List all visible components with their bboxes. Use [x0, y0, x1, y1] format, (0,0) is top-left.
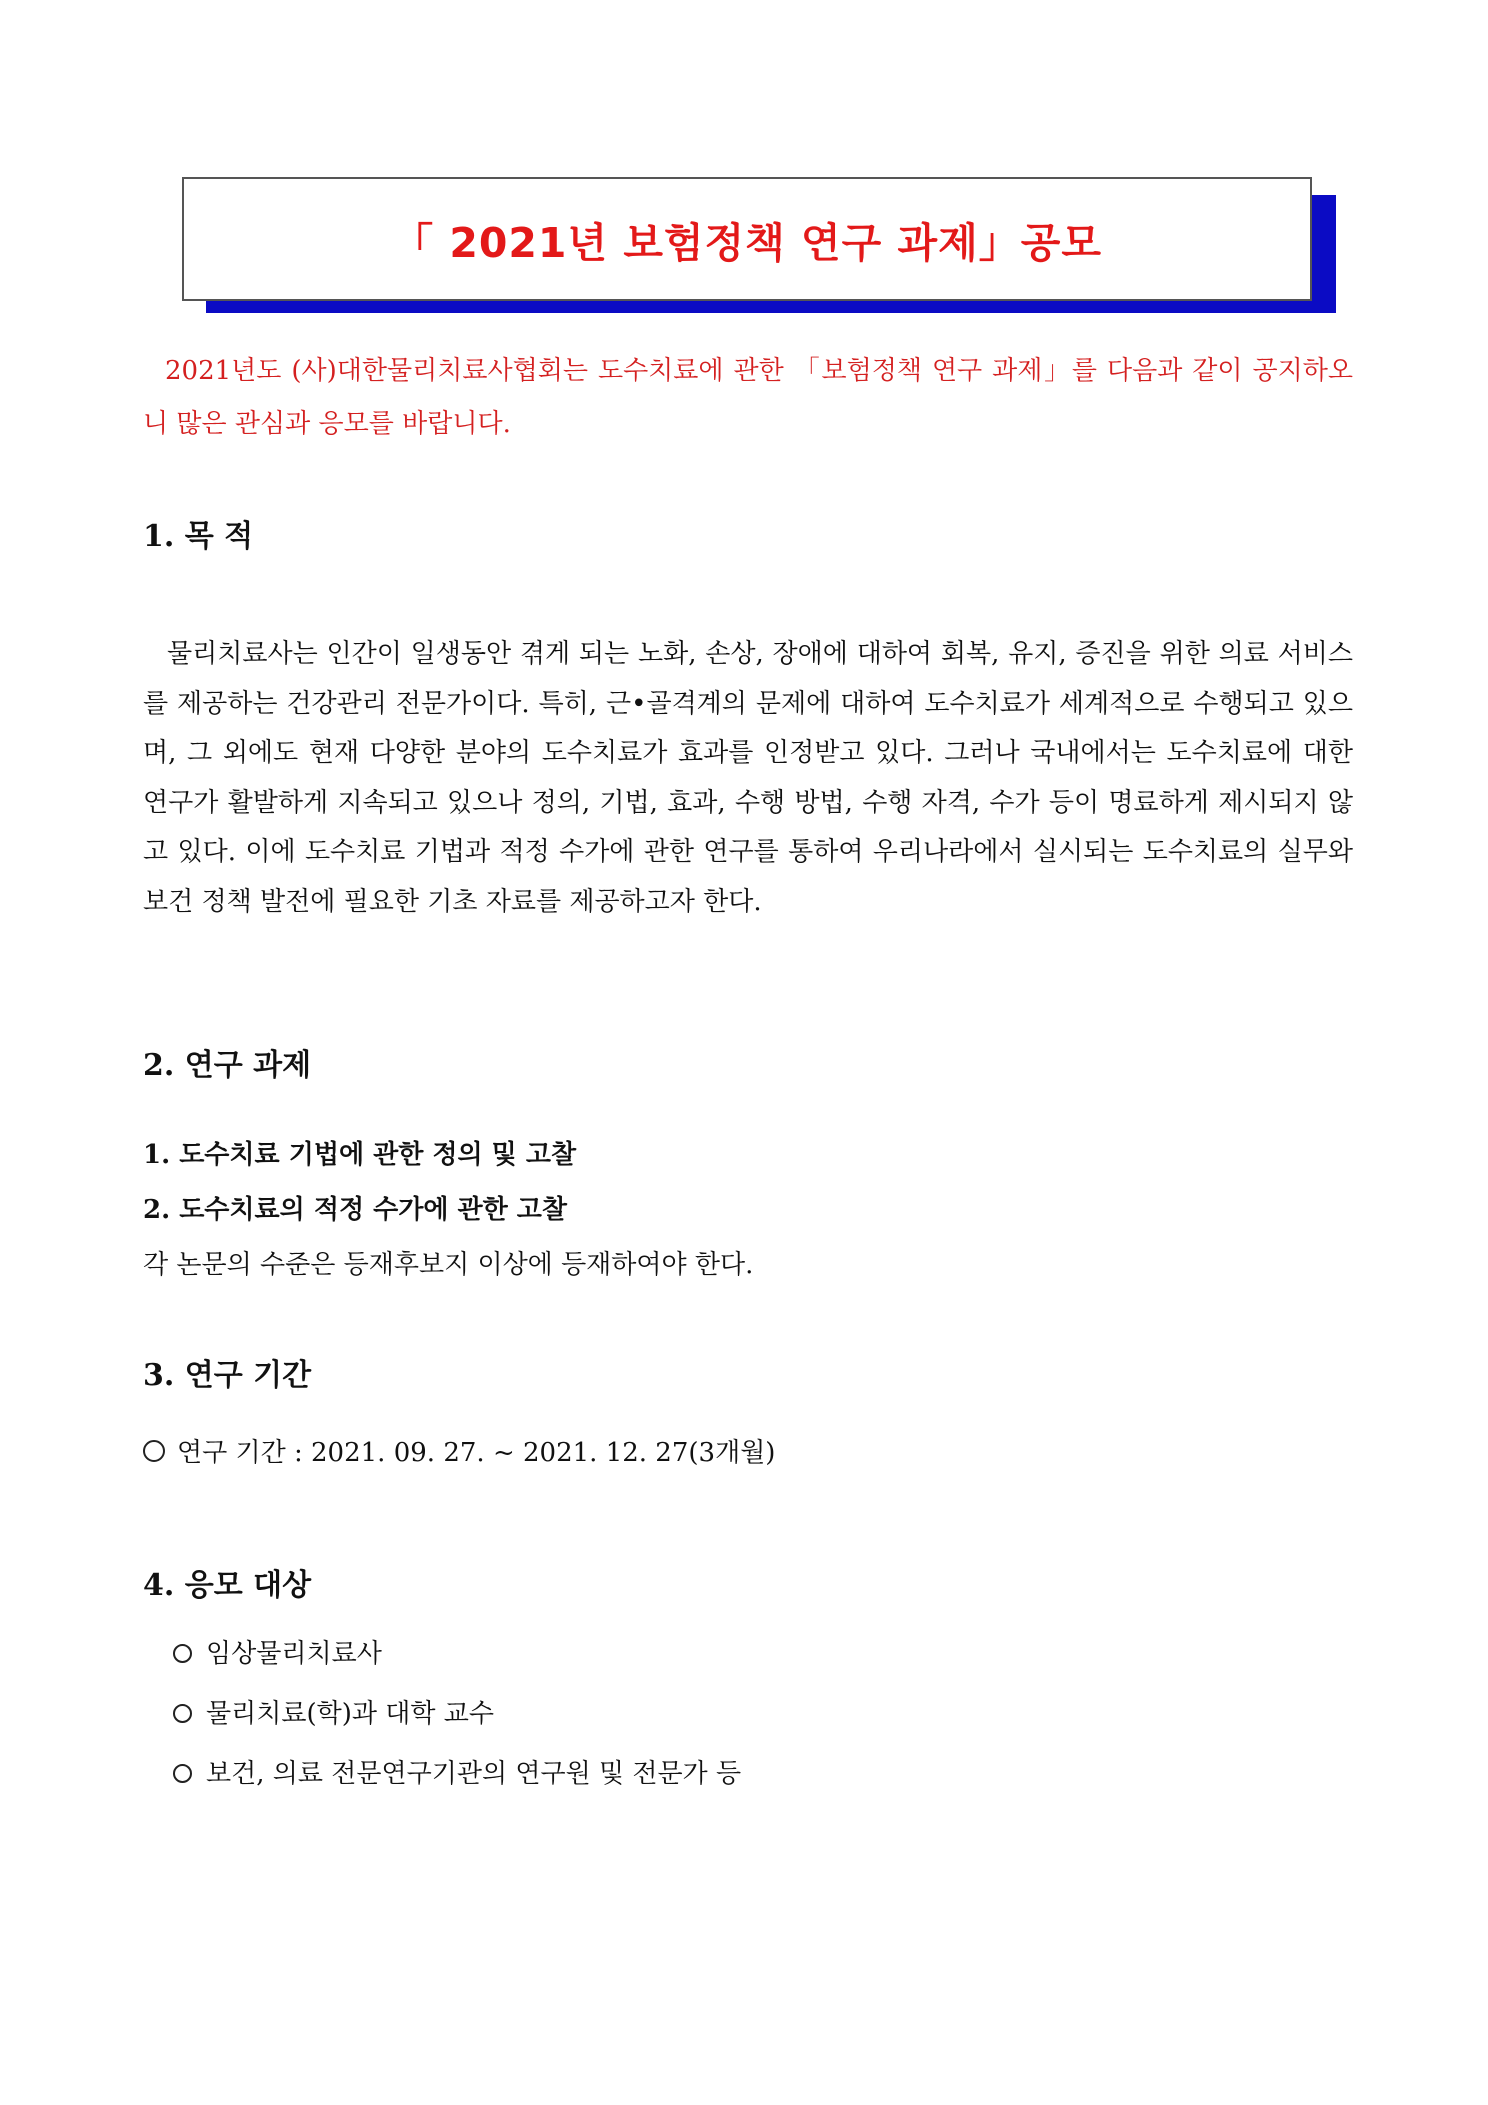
eligibility-item: [173, 1693, 494, 1730]
eligibility-item-text: 임상물리치료사: [206, 1639, 382, 1669]
circle-bullet-icon: [143, 1440, 165, 1462]
circle-bullet-icon: [173, 1644, 192, 1663]
circle-bullet-icon: [173, 1764, 192, 1783]
intro-paragraph: 2021년도 (사)대한물리치료사협회는 도수치료에 관한 「보험정책 연구 과제」를 다음과 같이 공지하오니 많은 관심과 응모를 바랍니다.: [143, 356, 1353, 439]
circle-bullet-icon: [173, 1704, 192, 1723]
research-topic-note: 각 논문의 수준은 등재후보지 이상에 등재하여야 한다.: [143, 1250, 754, 1280]
section-heading-research-period: 3. 연구 기간: [143, 1358, 312, 1393]
research-period-text: 연구 기간 : 2021. 09. 27. ~ 2021. 12. 27(3개월): [177, 1438, 776, 1468]
research-period-item: [143, 1432, 775, 1469]
eligibility-item-text: 보건, 의료 전문연구기관의 연구원 및 전문가 등: [206, 1759, 742, 1789]
eligibility-item-text: 물리치료(학)과 대학 교수: [206, 1699, 494, 1729]
section-heading-eligibility: 4. 응모 대상: [143, 1568, 312, 1603]
section-heading-research-topics: 2. 연구 과제: [143, 1048, 312, 1083]
page-title: 「 2021년 보험정책 연구 과제」공모: [392, 218, 1102, 267]
title-box: [182, 177, 1312, 301]
title-banner: [182, 177, 1312, 303]
research-topic-2: 2. 도수치료의 적정 수가에 관한 고찰: [143, 1195, 568, 1225]
section-heading-purpose: 1. 목 적: [143, 519, 254, 554]
research-topic-1: 1. 도수치료 기법에 관한 정의 및 고찰: [143, 1140, 577, 1170]
eligibility-item: [173, 1753, 741, 1790]
eligibility-item: [173, 1633, 382, 1670]
purpose-paragraph: 물리치료사는 인간이 일생동안 겪게 되는 노화, 손상, 장애에 대하여 회복, 유지, 증진을 위한 의료 서비스를 제공하는 건강관리 전문가이다. 특히, 근•골격계의 문제에 대하여 도수치료가 세계적으로 수행되고 있으며, 그 외에도 현재 다양한 분야의 도수치료가 효과를 인정받고 있다. 그러나 국내에서는 도수치료에 대한 연구가 활발하게 지속되고 있으나 정의, 기법, 효과, 수행 방법, 수행 자격, 수가 등이 명료하게 제시되지 않고 있다. 이에 도수치료 기법과 적정 수가에 관한 연구를 통하여 우리나라에서 실시되는 도수치료의 실무와 보건 정책 발전에 필요한 기초 자료를 제공하고자 한다.: [143, 639, 1353, 917]
